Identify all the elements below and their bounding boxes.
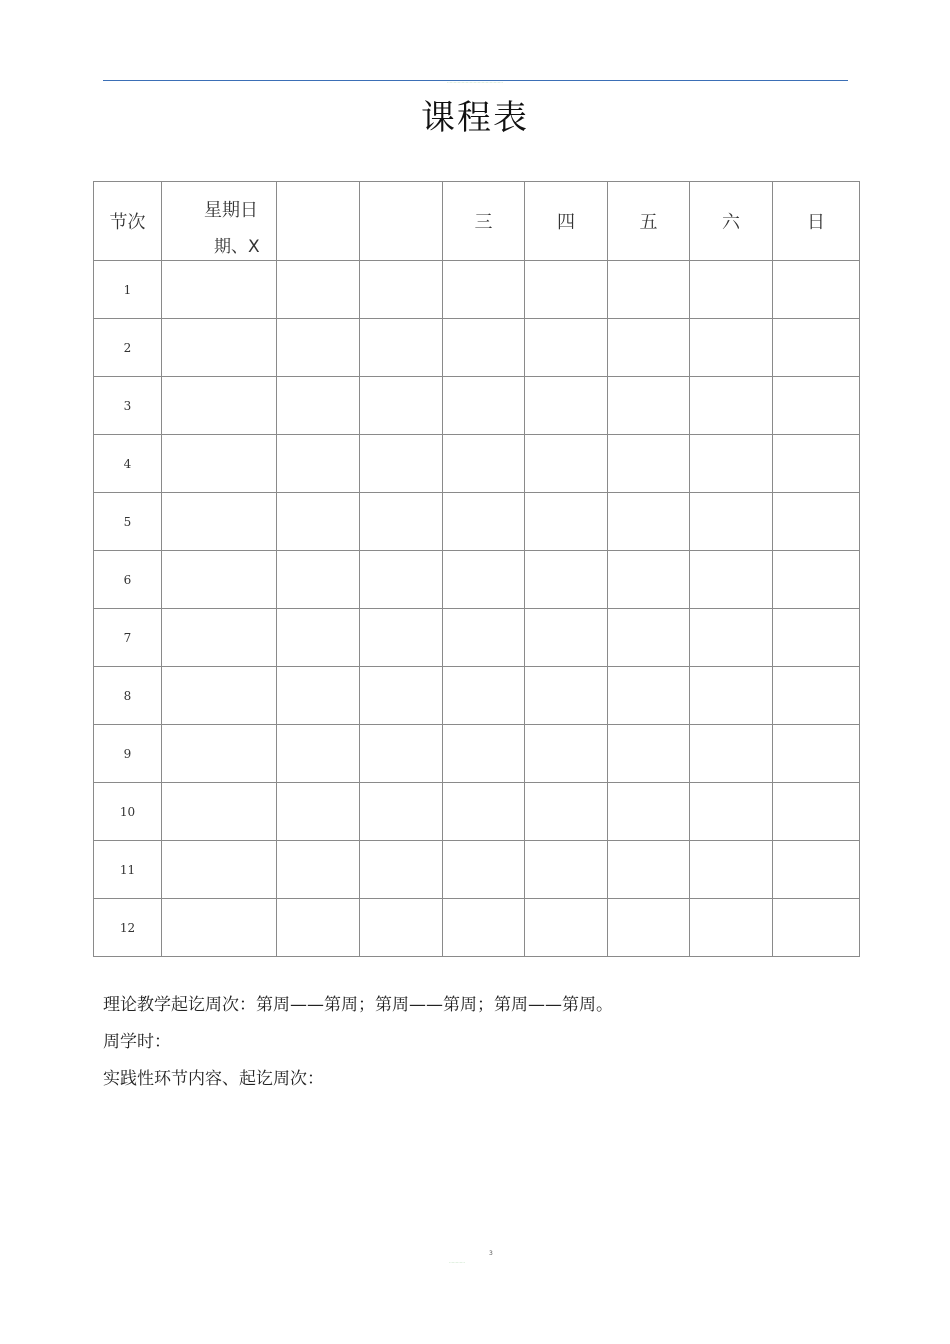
schedule-cell[interactable] bbox=[443, 435, 525, 493]
schedule-cell[interactable] bbox=[360, 841, 443, 899]
schedule-cell[interactable] bbox=[443, 261, 525, 319]
schedule-cell[interactable] bbox=[608, 493, 690, 551]
day-header: 四 bbox=[525, 182, 608, 261]
table-row bbox=[94, 725, 860, 783]
schedule-cell[interactable] bbox=[690, 261, 773, 319]
schedule-cell[interactable] bbox=[690, 435, 773, 493]
schedule-cell[interactable] bbox=[525, 435, 608, 493]
page-title: 课程表 bbox=[421, 98, 529, 138]
schedule-cell[interactable] bbox=[443, 551, 525, 609]
schedule-cell[interactable] bbox=[690, 319, 773, 377]
schedule-cell[interactable] bbox=[443, 841, 525, 899]
practice-note: 实践性环节内容、起讫周次： bbox=[103, 1069, 324, 1089]
schedule-cell[interactable] bbox=[773, 493, 860, 551]
header-row bbox=[94, 182, 860, 261]
schedule-cell[interactable] bbox=[443, 377, 525, 435]
schedule-cell[interactable] bbox=[525, 493, 608, 551]
schedule-cell[interactable] bbox=[690, 377, 773, 435]
table-row bbox=[94, 261, 860, 319]
schedule-cell[interactable] bbox=[690, 899, 773, 957]
schedule-cell[interactable] bbox=[608, 377, 690, 435]
schedule-cell[interactable] bbox=[608, 783, 690, 841]
schedule-cell[interactable] bbox=[773, 725, 860, 783]
schedule-cell[interactable] bbox=[608, 899, 690, 957]
schedule-cell[interactable] bbox=[277, 609, 360, 667]
schedule-cell[interactable] bbox=[690, 609, 773, 667]
table-row bbox=[94, 783, 860, 841]
page-number: 3 bbox=[489, 1250, 493, 1257]
schedule-cell[interactable] bbox=[360, 493, 443, 551]
table-row bbox=[94, 377, 860, 435]
schedule-cell[interactable] bbox=[360, 667, 443, 725]
period-number: 8 bbox=[94, 667, 162, 725]
schedule-cell[interactable] bbox=[525, 667, 608, 725]
schedule-cell[interactable] bbox=[360, 551, 443, 609]
schedule-cell[interactable] bbox=[773, 899, 860, 957]
schedule-cell[interactable] bbox=[162, 261, 277, 319]
table-row bbox=[94, 899, 860, 957]
weekly-hours-note: 周学时： bbox=[103, 1032, 171, 1052]
schedule-cell[interactable] bbox=[360, 899, 443, 957]
schedule-cell[interactable] bbox=[525, 261, 608, 319]
schedule-cell[interactable] bbox=[773, 551, 860, 609]
day-header bbox=[277, 182, 360, 261]
period-number: 6 bbox=[94, 551, 162, 609]
schedule-cell[interactable] bbox=[443, 667, 525, 725]
schedule-cell[interactable] bbox=[773, 841, 860, 899]
schedule-cell[interactable] bbox=[277, 725, 360, 783]
period-number: 5 bbox=[94, 493, 162, 551]
period-number: 4 bbox=[94, 435, 162, 493]
schedule-cell[interactable] bbox=[773, 261, 860, 319]
schedule-cell[interactable] bbox=[608, 551, 690, 609]
schedule-cell[interactable] bbox=[277, 435, 360, 493]
table-row bbox=[94, 551, 860, 609]
schedule-cell[interactable] bbox=[608, 667, 690, 725]
schedule-cell[interactable] bbox=[773, 377, 860, 435]
schedule-cell[interactable] bbox=[525, 899, 608, 957]
day-header: 六 bbox=[690, 182, 773, 261]
schedule-cell[interactable] bbox=[277, 551, 360, 609]
period-header: 节次 bbox=[94, 182, 162, 261]
schedule-cell[interactable] bbox=[525, 551, 608, 609]
schedule-cell[interactable] bbox=[443, 783, 525, 841]
schedule-cell[interactable] bbox=[773, 783, 860, 841]
table-row bbox=[94, 319, 860, 377]
schedule-cell[interactable] bbox=[443, 725, 525, 783]
schedule-cell[interactable] bbox=[162, 435, 277, 493]
schedule-cell[interactable] bbox=[162, 783, 277, 841]
table-row bbox=[94, 435, 860, 493]
schedule-cell[interactable] bbox=[525, 725, 608, 783]
corner-header bbox=[162, 182, 277, 261]
period-number: 9 bbox=[94, 725, 162, 783]
schedule-cell[interactable] bbox=[162, 377, 277, 435]
schedule-cell[interactable] bbox=[608, 319, 690, 377]
schedule-cell[interactable] bbox=[443, 899, 525, 957]
schedule-cell[interactable] bbox=[525, 783, 608, 841]
schedule-cell[interactable] bbox=[277, 493, 360, 551]
schedule-cell[interactable] bbox=[277, 783, 360, 841]
table-row bbox=[94, 493, 860, 551]
period-number: 3 bbox=[94, 377, 162, 435]
day-header: 五 bbox=[608, 182, 690, 261]
schedule-cell[interactable] bbox=[360, 377, 443, 435]
period-number: 11 bbox=[94, 841, 162, 899]
schedule-cell[interactable] bbox=[773, 667, 860, 725]
schedule-cell[interactable] bbox=[277, 899, 360, 957]
schedule-cell[interactable] bbox=[162, 841, 277, 899]
schedule-cell[interactable] bbox=[525, 609, 608, 667]
schedule-cell[interactable] bbox=[525, 841, 608, 899]
schedule-cell[interactable] bbox=[360, 261, 443, 319]
footer-note: ………… bbox=[449, 1259, 465, 1264]
schedule-cell[interactable] bbox=[162, 725, 277, 783]
schedule-cell[interactable] bbox=[360, 319, 443, 377]
table-row bbox=[94, 609, 860, 667]
schedule-cell[interactable] bbox=[608, 435, 690, 493]
table-row bbox=[94, 841, 860, 899]
schedule-cell[interactable] bbox=[277, 261, 360, 319]
schedule-cell[interactable] bbox=[360, 783, 443, 841]
schedule-cell[interactable] bbox=[162, 899, 277, 957]
schedule-cell[interactable] bbox=[773, 609, 860, 667]
period-number: 1 bbox=[94, 261, 162, 319]
timetable bbox=[93, 181, 860, 957]
schedule-cell[interactable] bbox=[525, 319, 608, 377]
schedule-cell[interactable] bbox=[360, 609, 443, 667]
schedule-cell[interactable] bbox=[162, 551, 277, 609]
schedule-cell[interactable] bbox=[690, 551, 773, 609]
timetable-body bbox=[94, 261, 860, 957]
schedule-cell[interactable] bbox=[525, 377, 608, 435]
schedule-cell[interactable] bbox=[277, 841, 360, 899]
schedule-cell[interactable] bbox=[443, 319, 525, 377]
header-note: …………………………………… bbox=[447, 79, 503, 84]
period-number: 7 bbox=[94, 609, 162, 667]
schedule-cell[interactable] bbox=[773, 435, 860, 493]
schedule-cell[interactable] bbox=[608, 609, 690, 667]
schedule-cell[interactable] bbox=[690, 783, 773, 841]
schedule-cell[interactable] bbox=[162, 493, 277, 551]
schedule-cell[interactable] bbox=[162, 667, 277, 725]
schedule-cell[interactable] bbox=[277, 667, 360, 725]
day-header bbox=[360, 182, 443, 261]
period-number: 12 bbox=[94, 899, 162, 957]
schedule-cell[interactable] bbox=[608, 725, 690, 783]
schedule-cell[interactable] bbox=[608, 261, 690, 319]
schedule-cell[interactable] bbox=[162, 609, 277, 667]
schedule-cell[interactable] bbox=[608, 841, 690, 899]
day-header: 三 bbox=[443, 182, 525, 261]
schedule-cell[interactable] bbox=[690, 667, 773, 725]
schedule-cell[interactable] bbox=[360, 725, 443, 783]
corner-header-bottom: 期、X bbox=[214, 237, 260, 257]
schedule-cell[interactable] bbox=[773, 319, 860, 377]
day-header: 日 bbox=[773, 182, 860, 261]
schedule-cell[interactable] bbox=[690, 725, 773, 783]
schedule-cell[interactable] bbox=[360, 435, 443, 493]
schedule-cell[interactable] bbox=[690, 493, 773, 551]
corner-header-top: 星期日 bbox=[204, 200, 258, 221]
period-number: 10 bbox=[94, 783, 162, 841]
schedule-cell[interactable] bbox=[690, 841, 773, 899]
teaching-weeks-note: 理论教学起讫周次：第周——第周；第周——第周；第周——第周。 bbox=[103, 995, 613, 1015]
schedule-cell[interactable] bbox=[443, 609, 525, 667]
schedule-cell[interactable] bbox=[443, 493, 525, 551]
table-row bbox=[94, 667, 860, 725]
schedule-cell[interactable] bbox=[277, 377, 360, 435]
schedule-cell[interactable] bbox=[162, 319, 277, 377]
period-number: 2 bbox=[94, 319, 162, 377]
schedule-cell[interactable] bbox=[277, 319, 360, 377]
